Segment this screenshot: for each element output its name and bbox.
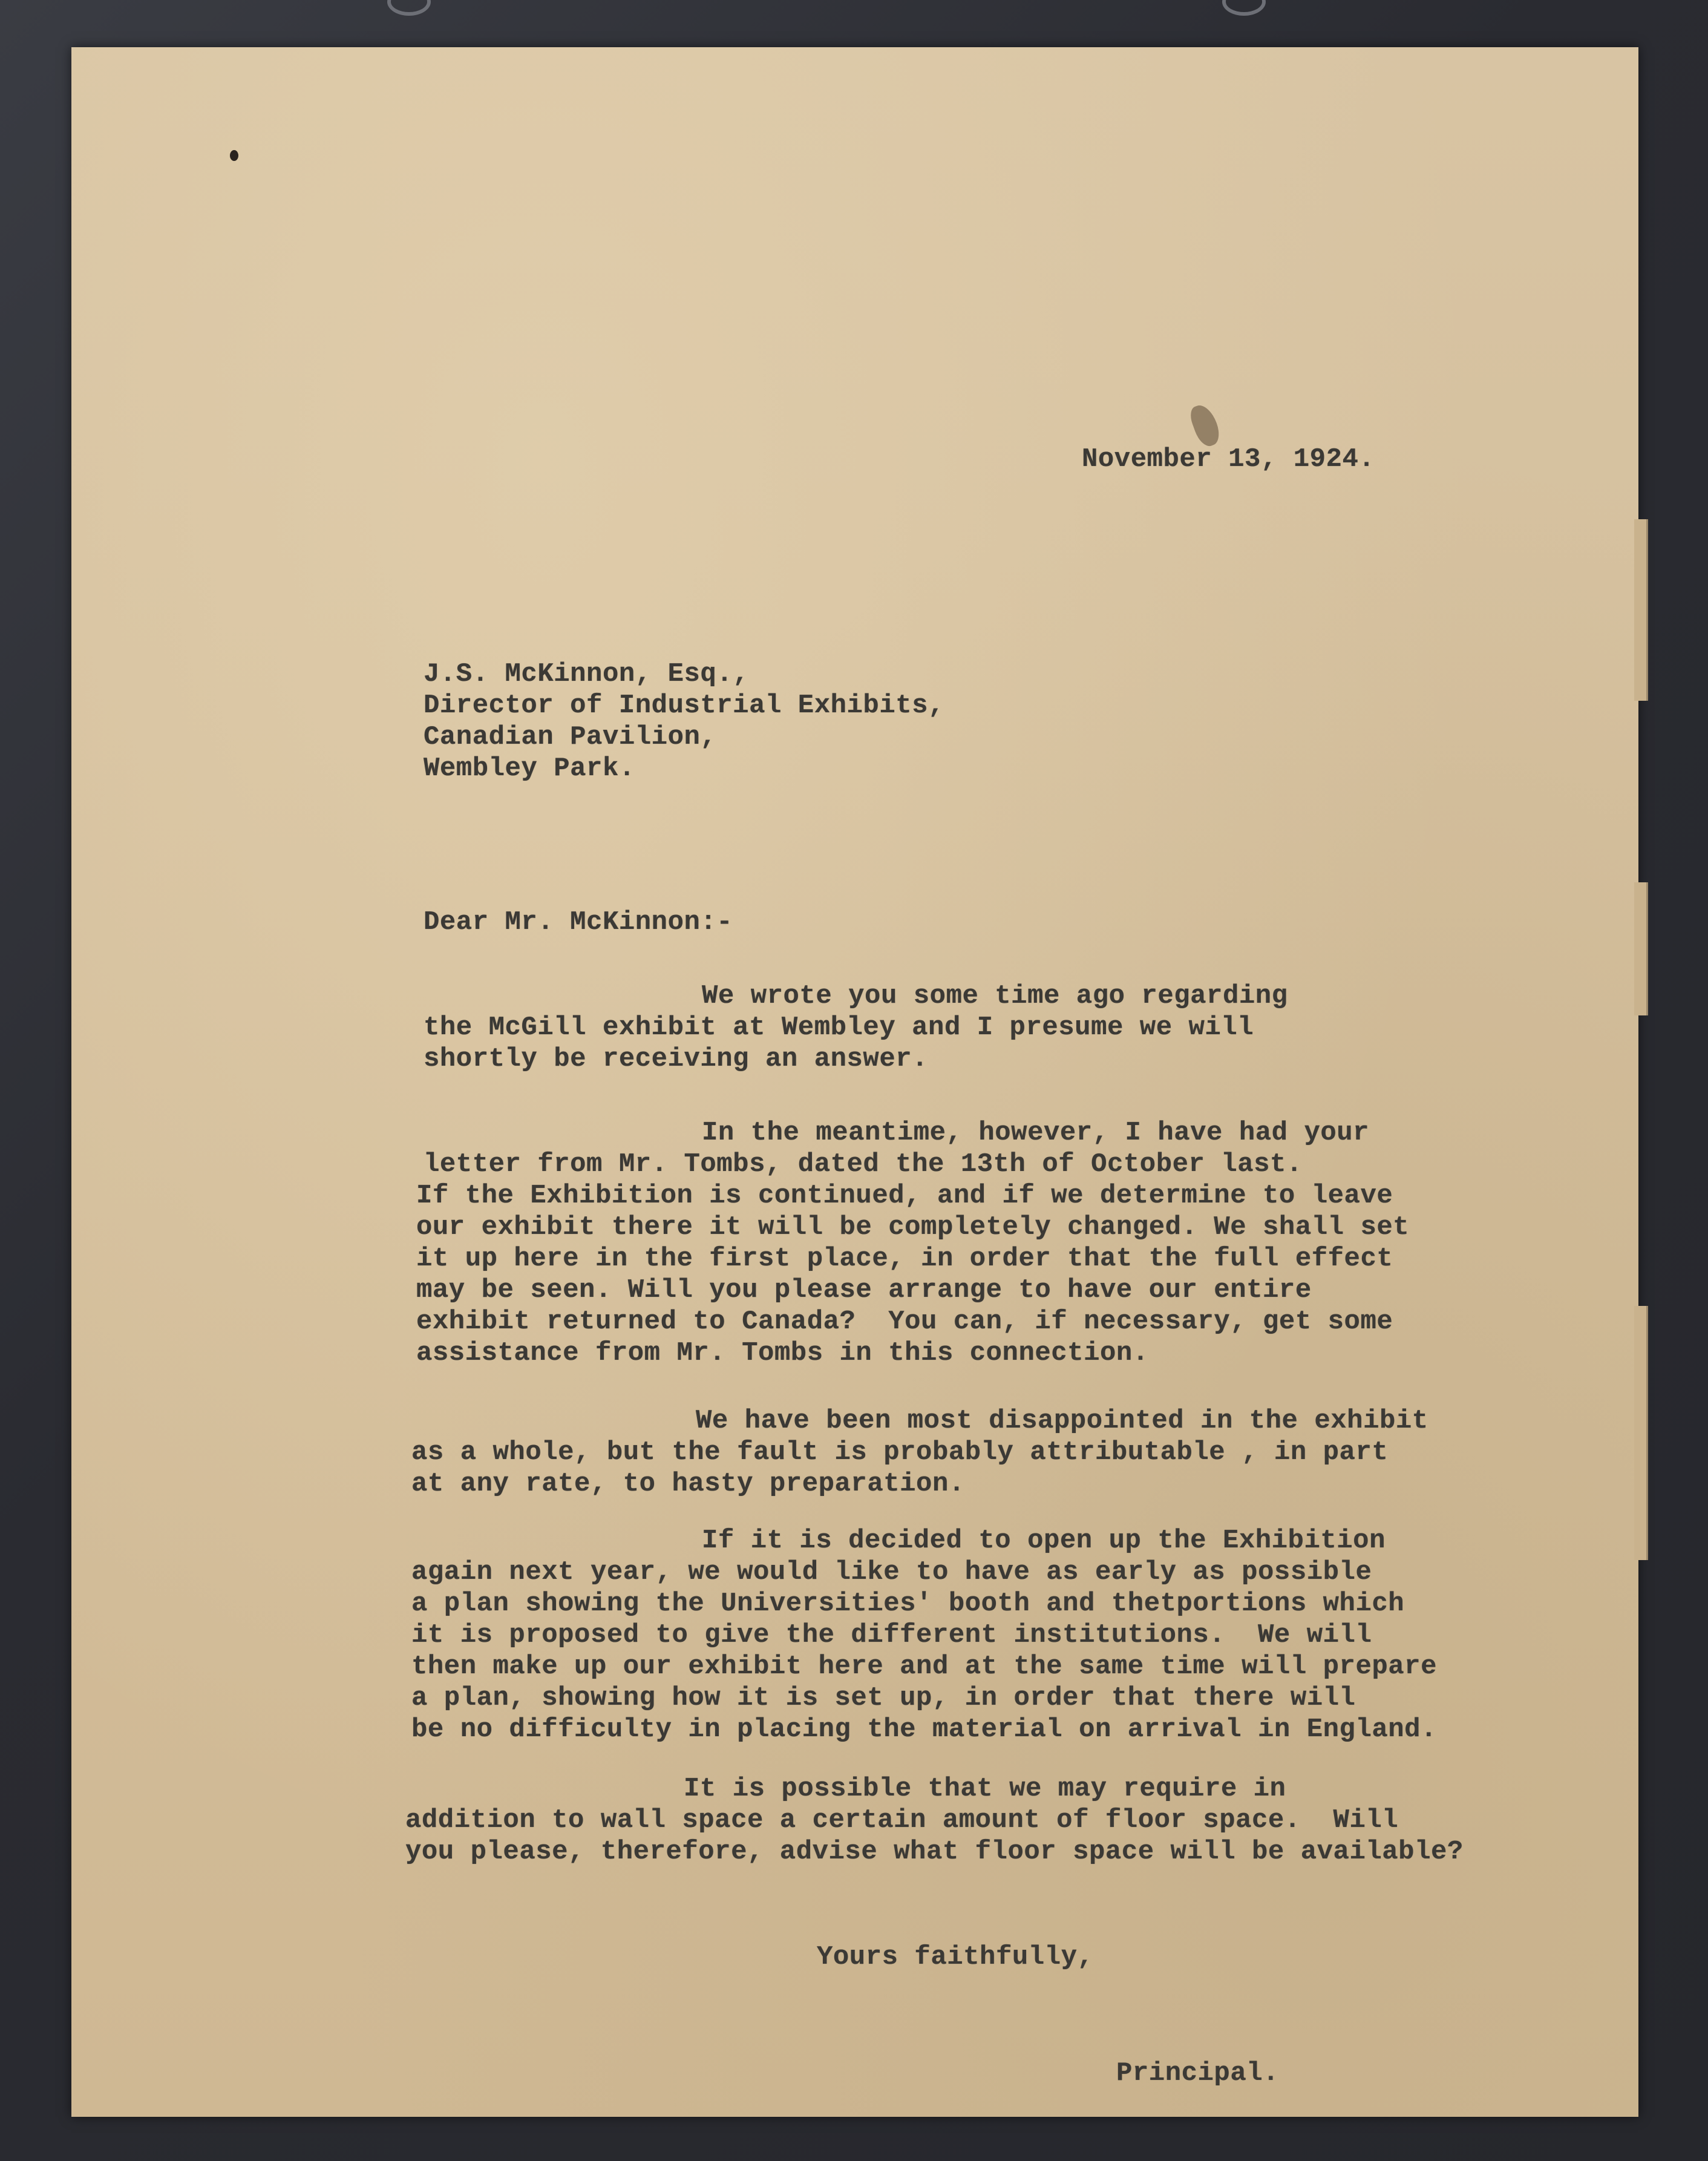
letter-date: November 13, 1924. — [1082, 444, 1375, 474]
paragraph-line: then make up our exhibit here and at the same time will prepare — [411, 1651, 1437, 1682]
recipient-title: Director of Industrial Exhibits, — [424, 690, 944, 721]
paragraph-line: a plan, showing how it is set up, in order that there will — [411, 1683, 1356, 1713]
paragraph-line: In the meantime, however, I have had your — [702, 1118, 1370, 1148]
paper-stain — [1187, 402, 1223, 450]
paragraph-line: a plan showing the Universities' booth and thetportions which — [411, 1589, 1405, 1619]
paragraph-line: the McGill exhibit at Wembley and I presume we will — [424, 1012, 1254, 1043]
paragraph-line: it is proposed to give the different institutions. We will — [411, 1620, 1372, 1650]
paragraph-line: it up here in the first place, in order that the full effect — [416, 1244, 1393, 1274]
paragraph-line: at any rate, to hasty preparation. — [411, 1469, 965, 1499]
paragraph-line: If it is decided to open up the Exhibition — [702, 1526, 1386, 1556]
paragraph-line: If the Exhibition is continued, and if we determine to leave — [416, 1181, 1393, 1211]
paragraph-line: may be seen. Will you please arrange to have our entire — [416, 1275, 1312, 1305]
paragraph-line: shortly be receiving an answer. — [424, 1044, 929, 1074]
paragraph-line: We wrote you some time ago regarding — [702, 981, 1288, 1011]
paragraph-line: exhibit returned to Canada? You can, if necessary, get some — [416, 1307, 1393, 1337]
paragraph-line: again next year, we would like to have as early as possible — [411, 1557, 1372, 1587]
paragraph-line: our exhibit there it will be completely changed. We shall set — [416, 1212, 1410, 1242]
paper-edge-tab — [1634, 519, 1648, 701]
paragraph-line: addition to wall space a certain amount of floor space. Will — [405, 1805, 1399, 1835]
ink-speck — [230, 150, 238, 161]
letter-page — [71, 47, 1638, 2117]
paragraph-line: It is possible that we may require in — [684, 1774, 1286, 1804]
salutation: Dear Mr. McKinnon:- — [424, 907, 733, 937]
paragraph-line: you please, therefore, advise what floor space will be available? — [405, 1837, 1464, 1867]
recipient-address: Wembley Park. — [424, 753, 635, 784]
paragraph-line: be no difficulty in placing the material on arrival in England. — [411, 1714, 1437, 1745]
paragraph-line: We have been most disappointed in the exhibit — [696, 1406, 1428, 1436]
paragraph-line: as a whole, but the fault is probably attributable , in part — [411, 1437, 1389, 1467]
recipient-name: J.S. McKinnon, Esq., — [424, 659, 750, 689]
paragraph-line: letter from Mr. Tombs, dated the 13th of October last. — [424, 1149, 1303, 1179]
closing: Yours faithfully, — [817, 1942, 1094, 1972]
paragraph-line: assistance from Mr. Tombs in this connection. — [416, 1338, 1149, 1368]
recipient-location: Canadian Pavilion, — [424, 722, 717, 752]
signature: Principal. — [1116, 2058, 1280, 2088]
paper-edge-tab — [1634, 882, 1648, 1015]
paper-edge-tab — [1634, 1306, 1648, 1560]
